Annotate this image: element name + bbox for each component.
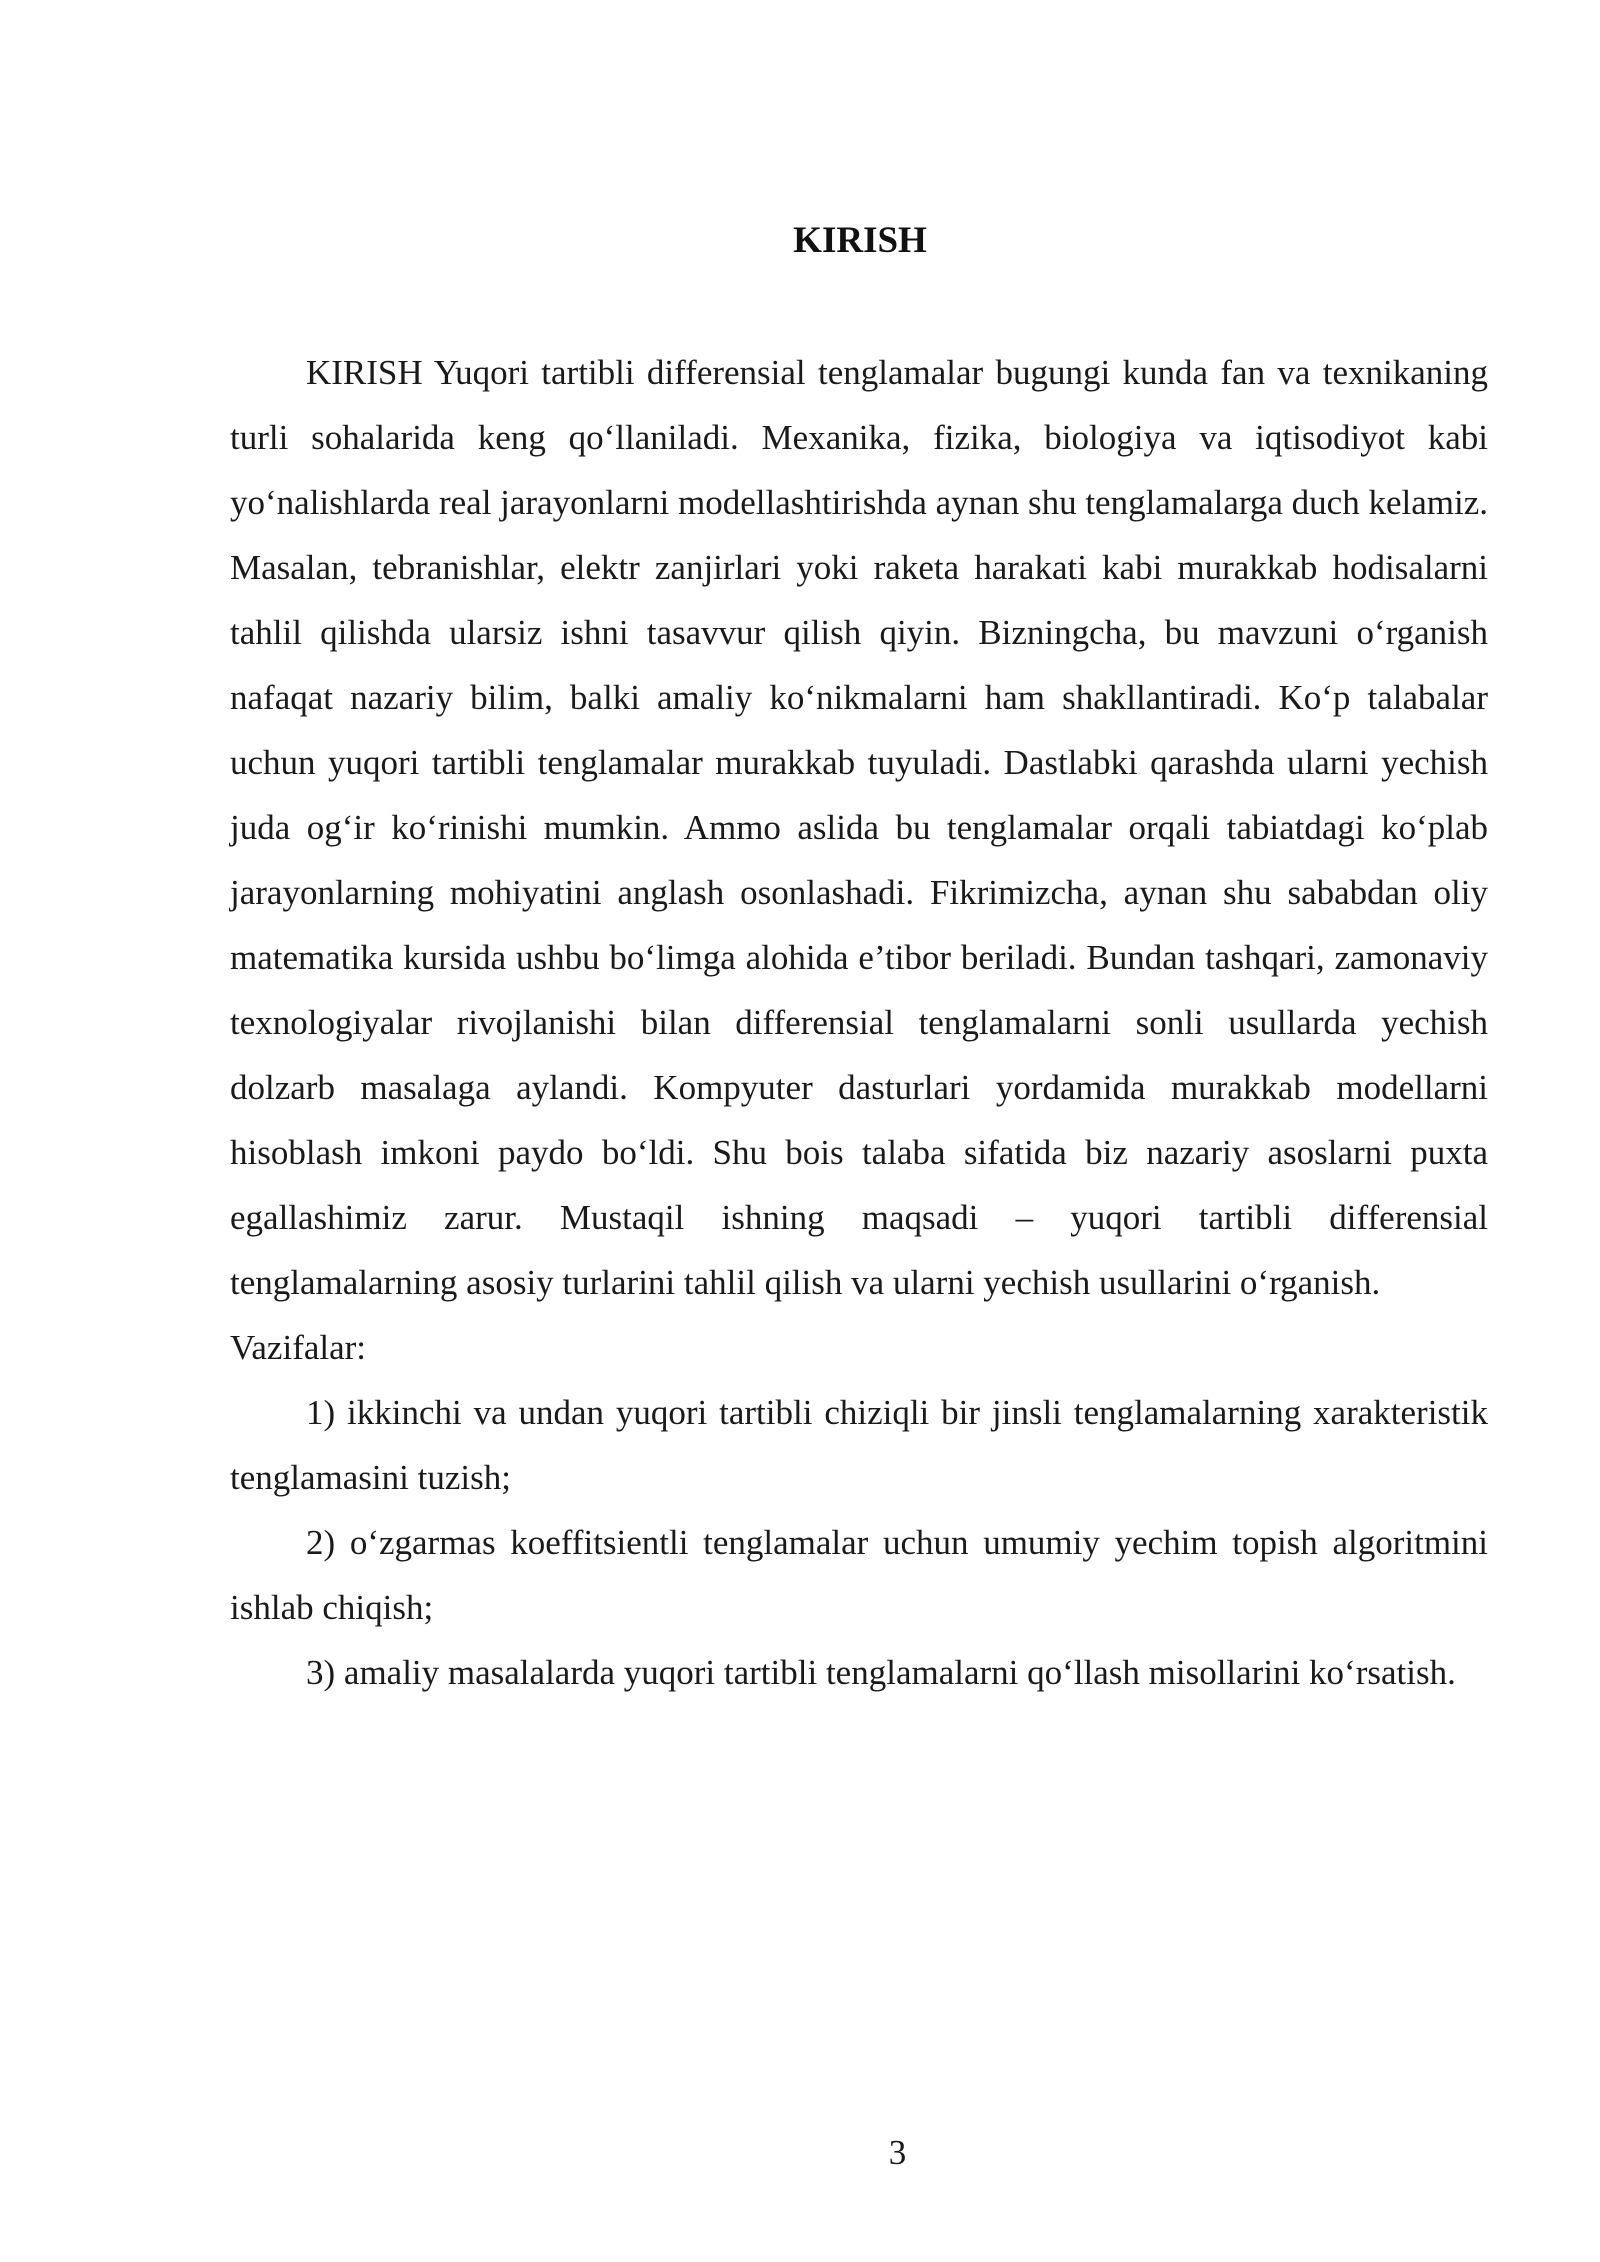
document-body	[230, 340, 1488, 1705]
task-item-1: 1) ikkinchi va undan yuqori tartibli chiziqli bir jinsli tenglamalarning xarakteristik tenglamasini tuzish;	[230, 1393, 1488, 1497]
page-number: 3	[888, 2133, 907, 2172]
task-item-3: 3) amaliy masalalarda yuqori tartibli tenglamalarni qo‘llash misollarini ko‘rsatish.	[306, 1653, 1456, 1692]
section-title: KIRISH	[793, 220, 927, 261]
tasks-label: Vazifalar:	[230, 1328, 367, 1367]
task-item-2: 2) o‘zgarmas koeffitsientli tenglamalar uchun umumiy yechim topish algoritmini ishlab chiqish;	[230, 1523, 1488, 1627]
intro-paragraph: KIRISH Yuqori tartibli differensial tenglamalar bugungi kunda fan va texnikaning turli sohalarida keng qo‘llaniladi. Mexanika, fizika, biologiya va iqtisodiyot kabi yo‘nalishlarda real jarayonlarni modellashtirishda aynan shu tenglamalarga duch kelamiz. Masalan, tebranishlar, elektr zanjirlari yoki raketa harakati kabi murakkab hodisalarni tahlil qilishda ularsiz ishni tasavvur qilish qiyin. Bizningcha, bu mavzuni o‘rganish nafaqat nazariy bilim, balki amaliy ko‘nikmalarni ham shakllantiradi. Ko‘p talabalar uchun yuqori tartibli tenglamalar murakkab tuyuladi. Dastlabki qarashda ularni yechish juda og‘ir ko‘rinishi mumkin. Ammo aslida bu tenglamalar orqali tabiatdagi ko‘plab jarayonlarning mohiyatini anglash osonlashadi. Fikrimizcha, aynan shu sababdan oliy matematika kursida ushbu bo‘limga alohida e’tibor beriladi. Bundan tashqari, zamonaviy texnologiyalar rivojlanishi bilan differensial tenglamalarni sonli usullarda yechish dolzarb masalaga aylandi. Kompyuter dasturlari yordamida murakkab modellarni hisoblash imkoni paydo bo‘ldi. Shu bois talaba sifatida biz nazariy asoslarni puxta egallashimiz zarur. Mustaqil ishning maqsadi – yuqori tartibli differensial tenglamalarning asosiy turlarini tahlil qilish va ularni yechish usullarini o‘rganish.	[230, 353, 1488, 1302]
